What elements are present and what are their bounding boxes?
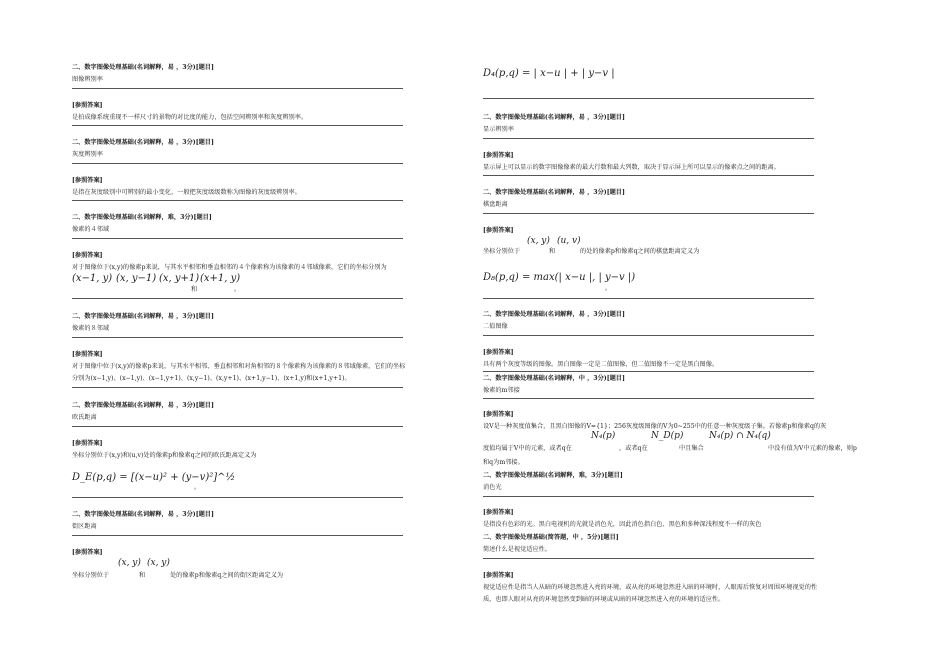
question-header: 二、数字图像处理基础(名词解释，难，3分)[题目] bbox=[483, 472, 623, 479]
answer-label: [参照答案] bbox=[483, 572, 514, 579]
divider bbox=[483, 335, 814, 336]
period: 。 bbox=[234, 286, 241, 293]
answer-label: [参照答案] bbox=[72, 549, 103, 556]
answer-label: [参照答案] bbox=[483, 152, 514, 159]
math-neighborhood: N₄(p) ∩ N₄(q) bbox=[709, 431, 771, 441]
answer-text: 具有两个灰度等级的图像。黑白图像一定是二值图像，但二值图像不一定是黑白图像。 bbox=[483, 361, 719, 368]
math-coordinate: (u, v) bbox=[557, 236, 581, 246]
answer-text: 视觉适应性是指当人从暗的环境忽然进入亮的环境，或从亮的环境忽然进入暗的环境时，人眼需后恢复对周围环境视觉的性 bbox=[483, 584, 818, 591]
math-coordinate: (x, y) bbox=[118, 558, 141, 568]
question-term: 图像辨别率 bbox=[72, 76, 103, 83]
question-header: 二、数字图像处理基础(名词解释，易 ，3分)[题目] bbox=[72, 511, 214, 518]
divider bbox=[483, 98, 814, 99]
answer-label: [参照答案] bbox=[483, 349, 514, 356]
period: 。 bbox=[194, 484, 201, 491]
answer-text: 质，也即人眼对从亮的环境忽然变到暗的环境或从暗的环境忽然进入亮的环境的适应性。 bbox=[483, 596, 725, 603]
question-term: 简述什么是视觉适应性。 bbox=[483, 546, 552, 553]
divider bbox=[483, 558, 814, 559]
divider bbox=[483, 213, 814, 214]
answer-label: [参照答案] bbox=[72, 102, 103, 109]
answer-text: 坐标分别位于 bbox=[72, 572, 110, 579]
question-term: 像素的８邻域 bbox=[72, 325, 110, 332]
answer-text: 是指没有色彩的光。黑白电视机的光就是消色光，因此消色指白色、黑色和多种深浅程度不一样的灰色 bbox=[483, 521, 762, 528]
divider bbox=[483, 138, 814, 139]
answer-text: 显示屏上可以显示的数字图像像素的最大行数和最大列数，取决于显示屏上所可以显示的像素点之间的距离。 bbox=[483, 164, 780, 171]
answer-text: 是拍成像系统重现不一样尺寸的景物的对比度的能力，包括空间辨别率和灰度辨别率。 bbox=[72, 114, 308, 121]
question-term: 灰度辨别率 bbox=[72, 151, 103, 158]
answer-label: [参照答案] bbox=[72, 252, 103, 259]
math-coordinate: (x, y) bbox=[147, 558, 170, 568]
divider bbox=[72, 238, 403, 239]
divider bbox=[483, 298, 814, 299]
conjunction: 和 bbox=[549, 248, 556, 255]
question-term: 像素的４邻域 bbox=[72, 226, 110, 233]
divider bbox=[72, 337, 403, 338]
answer-label: [参照答案] bbox=[72, 351, 103, 358]
question-term: 欧氏距离 bbox=[72, 414, 97, 421]
question-header: 二、数字图像处理基础(名词解释，易 ，3分)[题目] bbox=[72, 402, 214, 409]
question-header: 二、数字图像处理基础(名词解释，难，3分)[题目] bbox=[72, 214, 212, 221]
divider bbox=[483, 175, 814, 176]
answer-text: 是指在灰度级别中可辨别的最小变化，一般把灰度级级数称为图像的灰度级辨别率。 bbox=[72, 189, 301, 196]
answer-text: 的处的像素p和像素q之间的棋盘距离定义为 bbox=[580, 248, 700, 255]
question-term: 像素的m邻接 bbox=[483, 387, 520, 394]
period: 。 bbox=[605, 285, 612, 292]
answer-text: 度值均属于V中的元素，或者q在 bbox=[483, 445, 572, 452]
question-header: 二、数字图像处理基础(名词解释，易 ，3分)[题目] bbox=[483, 311, 625, 318]
question-header: 二、数字图像处理基础(名词解释，易 ，3分)[题目] bbox=[483, 114, 625, 121]
answer-text: 分别为(x−1,y)、(x−1,y)、(x−1,y+1)、(x,y−1)、(x,y+1)、(x+1,y−1)、(x+1,y)和(x+1,y+1)。 bbox=[72, 375, 351, 382]
answer-text: 坐标分别位于(x,y)和(u,v)处的像素p和像素q之间的欧氏距离定义为 bbox=[72, 452, 257, 459]
question-term: 街区距离 bbox=[72, 523, 97, 530]
divider bbox=[72, 163, 403, 164]
divider bbox=[483, 398, 814, 399]
cityblock-formula: D₄(p,q) = | x−u | + | y−v | bbox=[483, 68, 615, 79]
question-term: 消色光 bbox=[483, 484, 502, 491]
answer-label: [参照答案] bbox=[483, 509, 514, 516]
euclidean-formula: D_E(p,q) = [(x−u)² + (y−v)²]^½ bbox=[72, 472, 236, 483]
answer-text: 设V是一种灰度值集合，且黑白图像的V={1}；256灰度级图像的V为0~255中的任意一种灰度级子集。若像素p和像素q的灰 bbox=[483, 423, 827, 430]
math-coordinate: (x−1, y) bbox=[72, 273, 113, 284]
divider bbox=[72, 200, 403, 201]
question-header: 二、数字图像处理基础(名词解释，易 ，3分)[题目] bbox=[72, 313, 214, 320]
question-term: 显示辨别率 bbox=[483, 126, 514, 133]
math-coordinate: (x, y+1) bbox=[159, 273, 200, 284]
question-header: 二、数字图像处理基础(名词解释，易 ，3分)[题目] bbox=[72, 64, 214, 71]
question-header: 二、数字图像处理基础(简答题，中 ，5分)[题目] bbox=[483, 534, 619, 541]
divider bbox=[72, 88, 403, 89]
conjunction: 和 bbox=[139, 572, 146, 579]
question-header: 二、数字图像处理基础(名词解释，中 ，3分)[题目] bbox=[483, 375, 625, 382]
answer-text: 处的像素p和像素q之间的街区距离定义为 bbox=[170, 572, 284, 579]
divider bbox=[483, 496, 814, 497]
divider bbox=[72, 298, 403, 299]
divider bbox=[72, 125, 403, 126]
answer-label: [参照答案] bbox=[72, 177, 103, 184]
question-header: 二、数字图像处理基础(名词解释，易 ，3分)[题目] bbox=[483, 189, 625, 196]
answer-text: 对于图像中位于(x,y)的像素p来说，与其水平相邻、垂直相邻和对角相邻的８个像素称为该像素的８邻域像素，它们的坐标 bbox=[72, 363, 406, 370]
question-term: 二值图像 bbox=[483, 323, 508, 330]
divider bbox=[72, 497, 403, 498]
answer-label: [参照答案] bbox=[72, 440, 103, 447]
answer-text: 对于图像位于(x,y)的像素p来说，与其水平相邻和垂直相邻的４个像素称为该像素的４邻域像素，它们的坐标分别为 bbox=[72, 264, 387, 271]
math-neighborhood: N_D(p) bbox=[651, 431, 684, 441]
answer-text: ，或者q在 bbox=[619, 445, 648, 452]
math-coordinate: (x, y) bbox=[527, 236, 550, 246]
conjunction: 和 bbox=[191, 286, 198, 293]
answer-label: [参照答案] bbox=[483, 227, 514, 234]
answer-text: 坐标分别位于 bbox=[483, 248, 521, 255]
answer-text: 中且集合 bbox=[679, 445, 704, 452]
divider bbox=[72, 426, 403, 427]
divider bbox=[72, 387, 403, 388]
answer-text: 中没有值为V中元素的像素，则p bbox=[768, 445, 857, 452]
answer-label: [参照答案] bbox=[483, 411, 514, 418]
divider bbox=[483, 371, 814, 372]
math-coordinate: (x, y−1) bbox=[116, 273, 157, 284]
math-neighborhood: N₄(p) bbox=[591, 431, 616, 441]
question-term: 棋盘距离 bbox=[483, 201, 508, 208]
divider bbox=[72, 535, 403, 536]
answer-text: 和q为m邻接。 bbox=[483, 459, 524, 466]
question-header: 二、数字图像处理基础(名词解释，易 ，3分)[题目] bbox=[72, 139, 214, 146]
math-coordinate: (x+1, y) bbox=[200, 273, 241, 284]
chessboard-formula: D₈(p,q) = max(| x−u |, | y−v |) bbox=[483, 272, 636, 283]
